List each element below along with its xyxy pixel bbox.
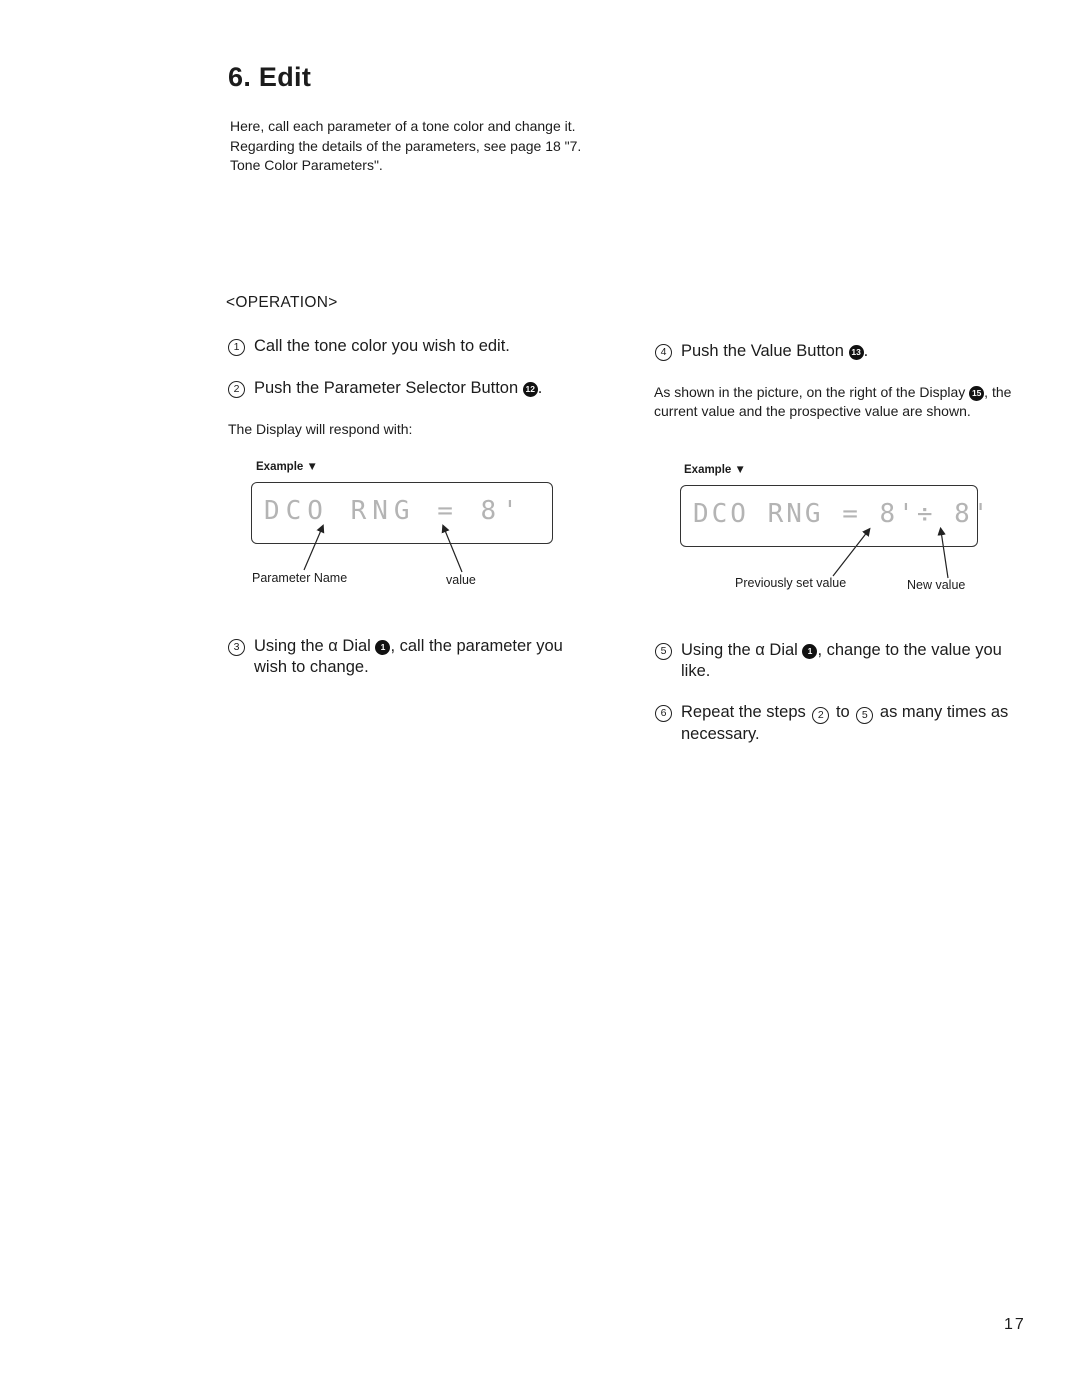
caption-value: value bbox=[446, 573, 476, 587]
step-ref: 5 bbox=[856, 707, 873, 724]
step-number: 6 bbox=[655, 705, 672, 722]
caption-new-value: New value bbox=[907, 578, 966, 592]
page-number: 17 bbox=[1004, 1316, 1026, 1333]
step-text-cont: as many times as necessary. bbox=[681, 703, 1009, 743]
button-ref-badge: 1 bbox=[375, 640, 390, 655]
step-text-cont: , call the parameter you wish to change. bbox=[254, 637, 563, 676]
example-label: Example ▼ bbox=[684, 464, 746, 476]
step-text-mid: to bbox=[835, 703, 850, 721]
lcd-text: DCO RNG = 8'÷ 8' bbox=[693, 499, 992, 529]
button-ref-badge: 1 bbox=[802, 644, 817, 659]
arrow-parameter-name bbox=[304, 528, 322, 570]
note-text: As shown in the picture, on the right of the Display bbox=[654, 384, 966, 400]
step-5 bbox=[655, 640, 1015, 682]
step-ref: 2 bbox=[812, 707, 829, 724]
step-text: Call the tone color you wish to edit. bbox=[254, 337, 510, 355]
step-text: Push the Parameter Selector Button bbox=[254, 379, 519, 397]
step-number: 1 bbox=[228, 339, 245, 356]
step-3 bbox=[228, 636, 588, 678]
example-label: Example ▼ bbox=[256, 461, 318, 473]
step-text: Using the α Dial bbox=[254, 637, 371, 655]
operation-heading: <OPERATION> bbox=[226, 294, 338, 311]
button-ref-badge: 12 bbox=[523, 382, 538, 397]
step-text: Using the α Dial bbox=[681, 641, 798, 659]
intro-paragraph: Here, call each parameter of a tone color and change it. Regarding the details of the parameters, see page 18 "7. Tone Color Parameters". bbox=[230, 118, 582, 173]
arrow-value bbox=[444, 528, 462, 572]
lcd-display bbox=[680, 485, 992, 547]
step-number: 3 bbox=[228, 639, 245, 656]
step-4 bbox=[655, 341, 1025, 362]
display-note: The Display will respond with: bbox=[228, 421, 413, 437]
step-text: Push the Value Button bbox=[681, 342, 844, 360]
step-text-cont: , change to the value you like. bbox=[681, 641, 1002, 680]
display-explanation bbox=[654, 383, 1019, 421]
step-6 bbox=[655, 702, 1015, 745]
caption-previous-value: Previously set value bbox=[735, 576, 847, 590]
button-ref-badge: 15 bbox=[969, 386, 984, 401]
page-title: 6. Edit bbox=[228, 62, 312, 92]
step-text: Repeat the steps bbox=[681, 703, 806, 721]
step-end: . bbox=[537, 379, 543, 397]
step-number: 5 bbox=[655, 643, 672, 660]
button-ref-badge: 13 bbox=[849, 345, 864, 360]
lcd-text: DCO RNG = 8' bbox=[264, 496, 524, 526]
caption-parameter-name: Parameter Name bbox=[252, 571, 348, 585]
note-text-cont: , the current value and the prospective value are shown. bbox=[654, 384, 1012, 419]
step-end: . bbox=[863, 342, 869, 360]
step-number: 2 bbox=[228, 381, 245, 398]
step-number: 4 bbox=[655, 344, 672, 361]
